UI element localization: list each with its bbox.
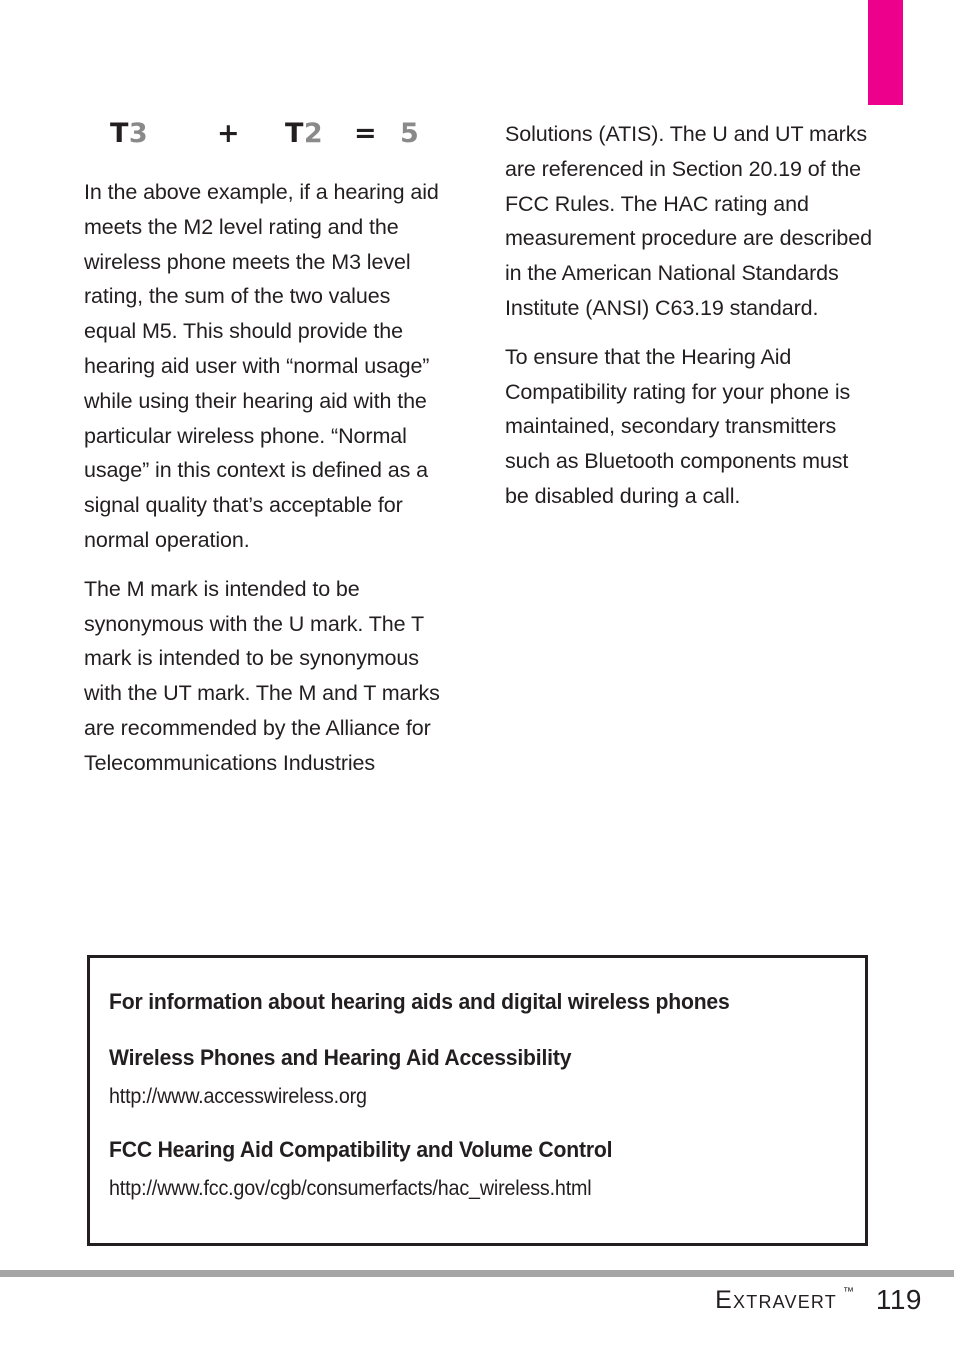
resources-info-box — [87, 955, 868, 1246]
footer-divider — [0, 1270, 954, 1277]
info-box-entry-heading: Wireless Phones and Hearing Aid Accessibility — [109, 1045, 572, 1070]
paragraph: In the above example, if a hearing aid meets the M2 level rating and the wireless phone meets the M3 level rating, the sum of the two values equal M5. This should provide the hearing aid user with “normal usage” while using their hearing aid with the particular wireless phone. “Normal usage” in this context is defined as a signal quality that’s acceptable for normal operation. — [84, 180, 439, 552]
formula-term-2-letter: T — [285, 118, 304, 149]
page-number: 119 — [875, 1284, 922, 1315]
formula-term-1-number: 3 — [128, 118, 149, 149]
formula-term-2 — [285, 118, 323, 149]
formula-term-1-letter: T — [110, 118, 129, 149]
paragraph: The M mark is intended to be synonymous with the U mark. The T mark is intended to be synonymous with the UT mark. The M and T marks are recommended by the Alliance for Telecommunications Industries — [84, 576, 440, 775]
formula-result: 5 — [400, 118, 420, 149]
info-box-entry-url[interactable]: http://www.fcc.gov/cgb/consumerfacts/hac_wireless.html — [109, 1177, 592, 1200]
right-column — [505, 117, 873, 528]
section-index-tab — [868, 0, 903, 105]
paragraph: Solutions (ATIS). The U and UT marks are referenced in Section 20.19 of the FCC Rules. The HAC rating and measurement procedure are described in the American National Standards Institute (ANSI) C63.19 standard. — [505, 122, 872, 320]
info-box-intro: For information about hearing aids and digital wireless phones — [109, 989, 730, 1014]
formula-plus-operator: + — [217, 118, 241, 149]
paragraph: To ensure that the Hearing Aid Compatibility rating for your phone is maintained, secondary transmitters such as Bluetooth components must be disabled during a call. — [505, 344, 851, 508]
info-box-entry-heading: FCC Hearing Aid Compatibility and Volume Control — [109, 1137, 613, 1162]
formula-term-2-number: 2 — [303, 118, 324, 149]
hac-rating-formula — [84, 118, 464, 160]
info-box-entry-url[interactable]: http://www.accesswireless.org — [109, 1085, 367, 1108]
formula-term-1 — [110, 118, 148, 149]
formula-equals-operator: = — [354, 118, 378, 149]
page-footer — [0, 1286, 954, 1336]
trademark-symbol: ™ — [843, 1286, 854, 1298]
brand-name: Extravert — [715, 1286, 837, 1314]
left-column — [84, 175, 446, 795]
